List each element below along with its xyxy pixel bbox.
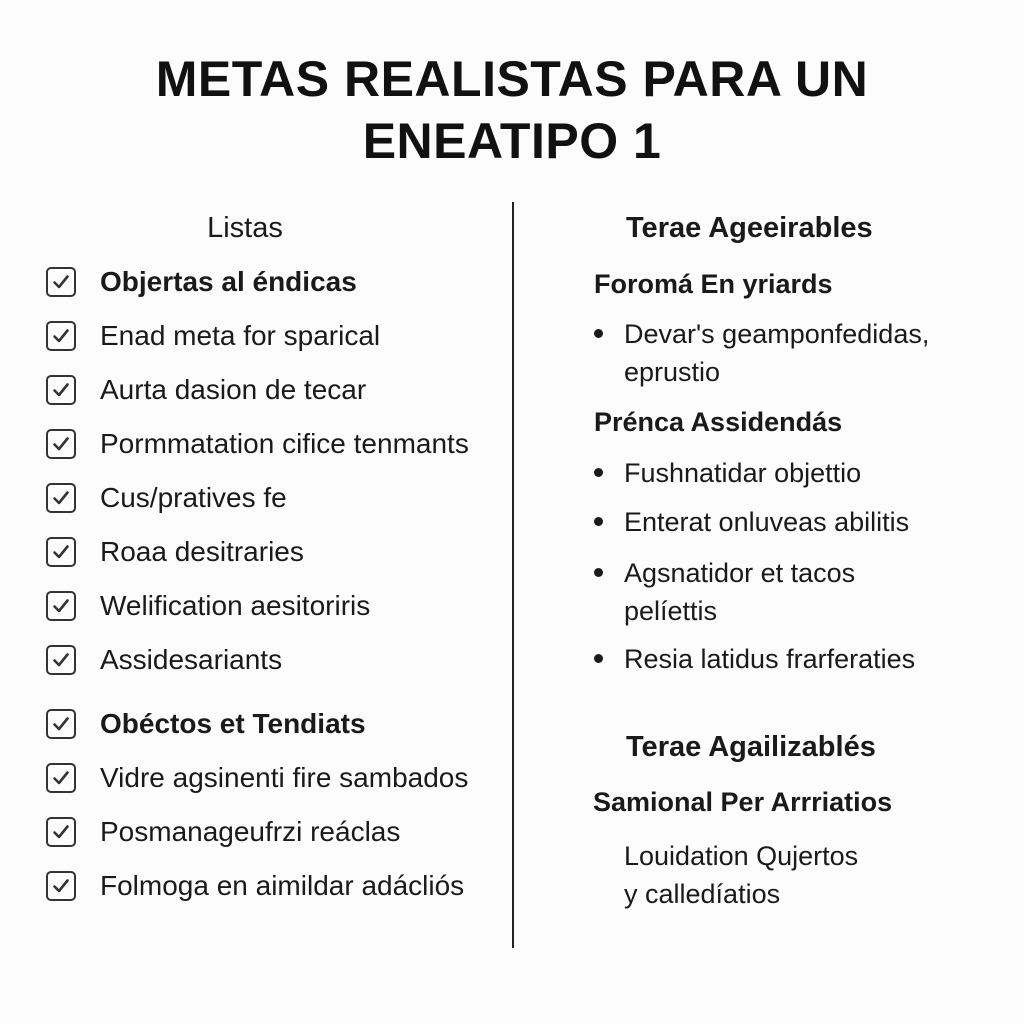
right-section-heading: Terae Agailizablés (626, 731, 876, 763)
body-text-line: y calledíatios (624, 879, 781, 909)
bullet-dot-icon (594, 329, 603, 338)
checklist-item-label: Roaa desitraries (100, 536, 304, 567)
checklist-item[interactable] (46, 532, 304, 572)
checkbox-checked-icon[interactable] (46, 763, 76, 793)
checklist-item[interactable] (46, 478, 287, 518)
checklist-item[interactable] (46, 262, 357, 302)
page-title-line2: ENEATIPO 1 (362, 113, 662, 169)
checklist-item-label: Welification aesitoriris (100, 590, 371, 621)
left-column-heading: Listas (207, 212, 283, 244)
bullet-list-item (594, 554, 994, 630)
checklist-item-label: Objertas al éndicas (100, 266, 357, 297)
checklist-item-label: Assidesariants (100, 644, 283, 675)
body-text (624, 837, 1004, 913)
checkbox-checked-icon[interactable] (46, 429, 76, 459)
checklist-item-label: Vidre agsinenti fire sambados (100, 762, 469, 793)
checkbox-checked-icon[interactable] (46, 871, 76, 901)
checklist-item-label: Obéctos et Tendiats (100, 708, 366, 739)
checkbox-checked-icon[interactable] (46, 375, 76, 405)
bullet-dot-icon (594, 468, 603, 477)
right-subheading: Foromá En yriards (594, 269, 833, 299)
checklist-item-label: Posmanageufrzi reáclas (100, 816, 401, 847)
checklist-item[interactable] (46, 316, 380, 356)
bullet-dot-icon (594, 654, 603, 663)
bullet-list-item (594, 315, 994, 391)
right-section-heading: Terae Ageeirables (626, 212, 873, 244)
checklist-item-label: Aurta dasion de tecar (100, 374, 367, 405)
bullet-list-item (594, 503, 994, 541)
checklist-item-label: Enad meta for sparical (100, 320, 381, 351)
page-title (0, 48, 1024, 172)
right-subheading: Samional Per Arrriatios (593, 787, 893, 817)
checkbox-checked-icon[interactable] (46, 591, 76, 621)
checklist-item[interactable] (46, 424, 469, 464)
checkbox-checked-icon[interactable] (46, 483, 76, 513)
checklist-item-label: Cus/pratives fe (100, 482, 287, 513)
right-subheading: Prénca Assidendás (594, 407, 843, 437)
checklist-item[interactable] (46, 704, 366, 744)
page-title-line1: METAS REALISTAS PARA UN (155, 51, 869, 107)
bullet-dot-icon (594, 568, 603, 577)
bullet-list-item (594, 640, 994, 678)
checkbox-checked-icon[interactable] (46, 267, 76, 297)
bullet-item-text: Agsnatidor et tacos pelíettis (624, 558, 856, 626)
checkbox-checked-icon[interactable] (46, 709, 76, 739)
bullet-list-item (594, 454, 994, 492)
body-text-line: Louidation Qujertos (624, 841, 859, 871)
bullet-dot-icon (594, 517, 603, 526)
checklist-item-label: Folmoga en aimildar adácliós (100, 870, 465, 901)
bullet-item-text: Devar's geamponfedidas, eprustio (624, 319, 930, 387)
bullet-item-text: Fushnatidar objettio (624, 458, 862, 488)
checkbox-checked-icon[interactable] (46, 817, 76, 847)
checklist-item[interactable] (46, 640, 282, 680)
checkbox-checked-icon[interactable] (46, 321, 76, 351)
checklist-item[interactable] (46, 586, 370, 626)
column-divider (512, 202, 514, 948)
checklist-item[interactable] (46, 812, 400, 852)
checklist-item-label: Pormmatation cifice tenmants (100, 428, 469, 459)
bullet-item-text: Resia latidus frarferaties (624, 644, 916, 674)
checkbox-checked-icon[interactable] (46, 645, 76, 675)
checklist-item[interactable] (46, 866, 464, 906)
checklist-item[interactable] (46, 758, 468, 798)
bullet-item-text: Enterat onluveas abilitis (624, 507, 910, 537)
checklist-item[interactable] (46, 370, 366, 410)
checkbox-checked-icon[interactable] (46, 537, 76, 567)
